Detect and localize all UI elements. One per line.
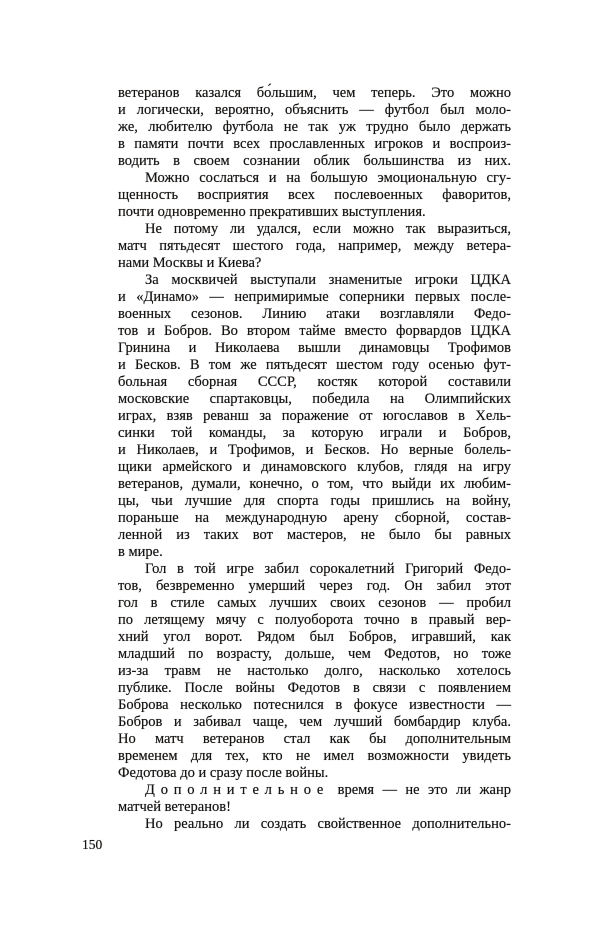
- text-block: [118, 85, 511, 833]
- text-line: почти одновременно прекративших выступления.: [118, 204, 426, 220]
- text-line: За москвичей выступали знаменитые игроки ЦДКА: [145, 272, 511, 288]
- text-line: военных сезонов. Линию атаки возглавляли Федо-: [118, 306, 511, 322]
- text-line: публике. После войны Федотов в связи с появлением: [118, 680, 511, 696]
- text-line: Дополнительное время — не это ли жанр: [145, 782, 511, 798]
- text-line: гол в стиле самых лучших своих сезонов — пробил: [118, 595, 511, 611]
- text-line: Можно сослаться и на большую эмоциональную сгу-: [145, 170, 511, 186]
- text-line: по летящему мячу с полуоборота точно в правый вер-: [118, 612, 511, 628]
- text-line: и «Динамо» — непримиримые соперники первых после-: [118, 289, 511, 305]
- text-line: щики армейского и динамовского клубов, глядя на игру: [118, 459, 511, 475]
- text-line: Но реально ли создать свойственное дополнительно-: [145, 816, 511, 832]
- text-line: Федотова до и сразу после войны.: [118, 765, 329, 781]
- text-line: ветеранов казался бо́льшим, чем теперь. Это можно: [118, 85, 511, 101]
- text-line: хний угол ворот. Рядом был Бобров, игравший, как: [118, 629, 511, 645]
- text-line: и логически, вероятно, объяснить — футбол был моло-: [118, 102, 511, 118]
- text-line: цы, чьи лучшие для спорта годы пришлись на войну,: [118, 493, 511, 509]
- text-line: младший по возрасту, дольше, чем Федотов, но тоже: [118, 646, 511, 662]
- text-line: московские спартаковцы, победила на Олимпийских: [118, 391, 511, 407]
- paragraph: [118, 272, 511, 561]
- text-line: нами Москвы и Киева?: [118, 255, 262, 271]
- text-line: пораньше на международную арену сборной, состав-: [118, 510, 511, 526]
- paragraph: [118, 221, 511, 272]
- text-line: Гринина и Николаева вышли динамовцы Трофимов: [118, 340, 511, 356]
- text-line: матчей ветеранов!: [118, 799, 231, 815]
- paragraph: [118, 561, 511, 782]
- text-line: же, любителю футбола не так уж трудно было держать: [118, 119, 511, 135]
- text-line: ветеранов, думали, конечно, о том, что выйди их любим-: [118, 476, 511, 492]
- paragraph: [118, 816, 511, 833]
- text-line: Гол в той игре забил сорокалетний Григорий Федо-: [145, 561, 511, 577]
- text-line: тов, безвременно умерший через год. Он забил этот: [118, 578, 511, 594]
- text-line: водить в своем сознании облик большинства из них.: [118, 153, 511, 169]
- text-line: Боброва несколько потеснился в фокусе известности —: [118, 697, 511, 713]
- paragraph: [118, 782, 511, 816]
- text-line: и Николаев, и Трофимов, и Бесков. Но верные болель-: [118, 442, 511, 458]
- text-line: играх, взяв реванш за поражение от югославов в Хель-: [118, 408, 511, 424]
- text-line: в мире.: [118, 544, 163, 560]
- text-line: из-за травм не настолько долго, насколько хотелось: [118, 663, 511, 679]
- text-line: ленной из таких вот мастеров, не было бы равных: [118, 527, 511, 543]
- text-line: и Бесков. В том же пятьдесят шестом году осенью фут-: [118, 357, 511, 373]
- paragraph: [118, 170, 511, 221]
- text-line: временем для тех, кто не имел возможности увидеть: [118, 748, 511, 764]
- page-number: 150: [82, 837, 103, 852]
- text-line: Не потому ли удался, если можно так выразиться,: [145, 221, 511, 237]
- paragraph: [118, 85, 511, 170]
- text-line: щенность восприятия всех послевоенных фаворитов,: [118, 187, 511, 203]
- text-line: больная сборная СССР, костяк которой составили: [118, 374, 511, 390]
- text-line: тов и Бобров. Во втором тайме вместо форвардов ЦДКА: [118, 323, 511, 339]
- text-line: матч пятьдесят шестого года, например, между ветера-: [118, 238, 511, 254]
- text-line: синки той команды, за которую играли и Бобров,: [118, 425, 511, 441]
- text-line: в памяти почти всех прославленных игроков и воспроиз-: [118, 136, 511, 152]
- text-line: Бобров и забивал чаще, чем лучший бомбардир клуба.: [118, 714, 511, 730]
- text-line: Но матч ветеранов стал как бы дополнительным: [118, 731, 511, 747]
- letterspaced-word: Дополнительное: [145, 782, 330, 798]
